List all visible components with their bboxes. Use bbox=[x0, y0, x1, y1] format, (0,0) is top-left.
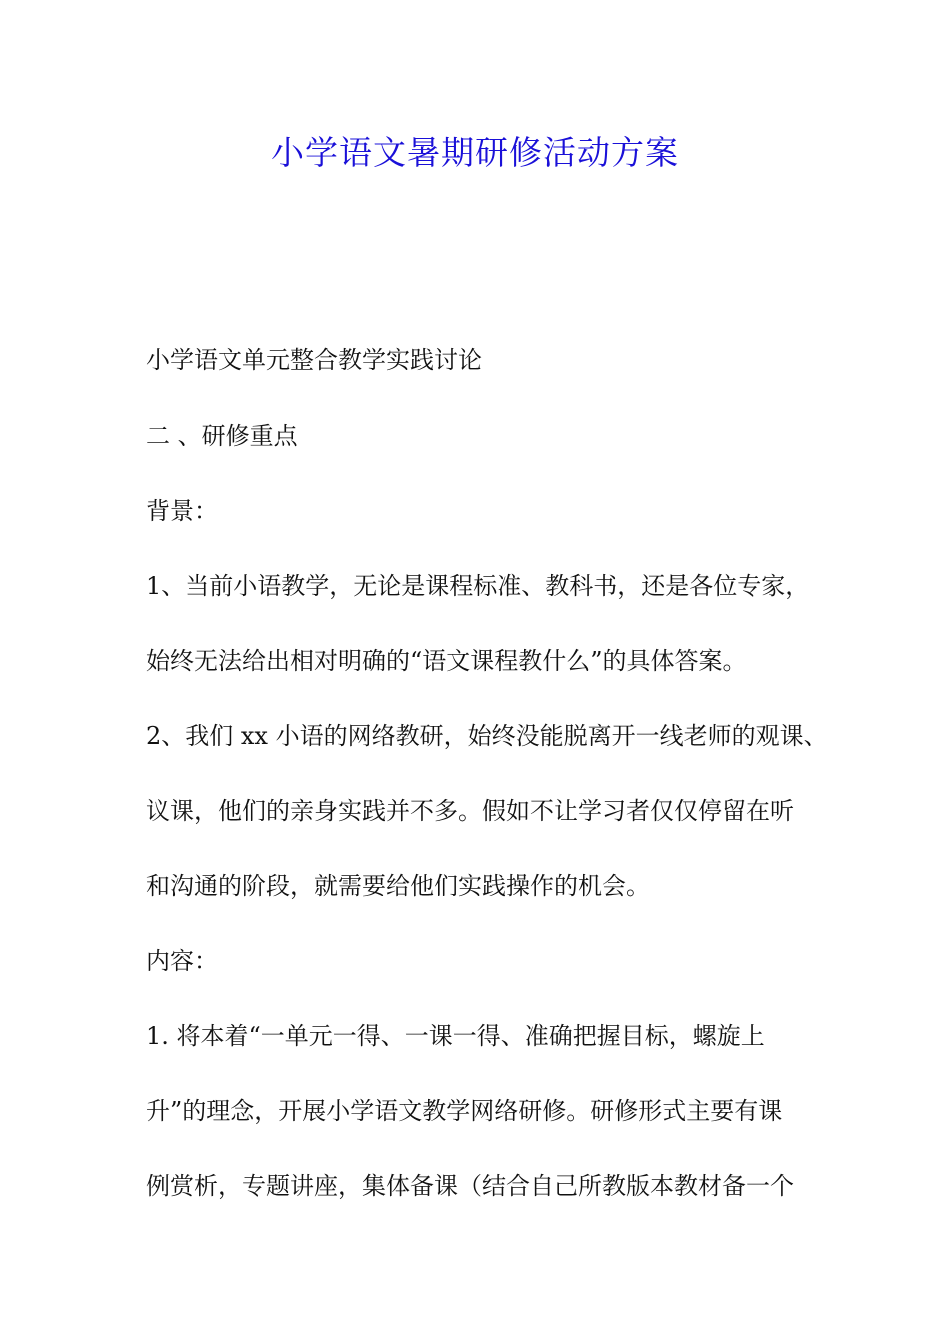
body-line: 议课，他们的亲身实践并不多。假如不让学习者仅仅停留在听 bbox=[146, 797, 794, 825]
body-line: 2、我们 xx 小语的网络教研，始终没能脱离开一线老师的观课、 bbox=[146, 722, 828, 750]
body-line: 内容： bbox=[146, 947, 218, 975]
body-line: 升”的理念，开展小学语文教学网络研修。研修形式主要有课 bbox=[146, 1097, 783, 1125]
body-line: 1. 将本着“一单元一得、一课一得、准确把握目标，螺旋上 bbox=[146, 1022, 765, 1050]
document-title: 小学语文暑期研修活动方案 bbox=[271, 133, 679, 172]
body-line: 小学语文单元整合教学实践讨论 bbox=[146, 346, 482, 374]
body-line: 例赏析，专题讲座，集体备课（结合自己所教版本教材备一个 bbox=[146, 1172, 794, 1200]
body-line: 二 、研修重点 bbox=[146, 422, 298, 450]
body-line: 1、当前小语教学，无论是课程标准、教科书，还是各位专家， bbox=[146, 572, 810, 600]
body-line: 始终无法给出相对明确的“语文课程教什么”的具体答案。 bbox=[146, 647, 747, 675]
body-line: 背景： bbox=[146, 497, 218, 525]
body-line: 和沟通的阶段，就需要给他们实践操作的机会。 bbox=[146, 872, 650, 900]
